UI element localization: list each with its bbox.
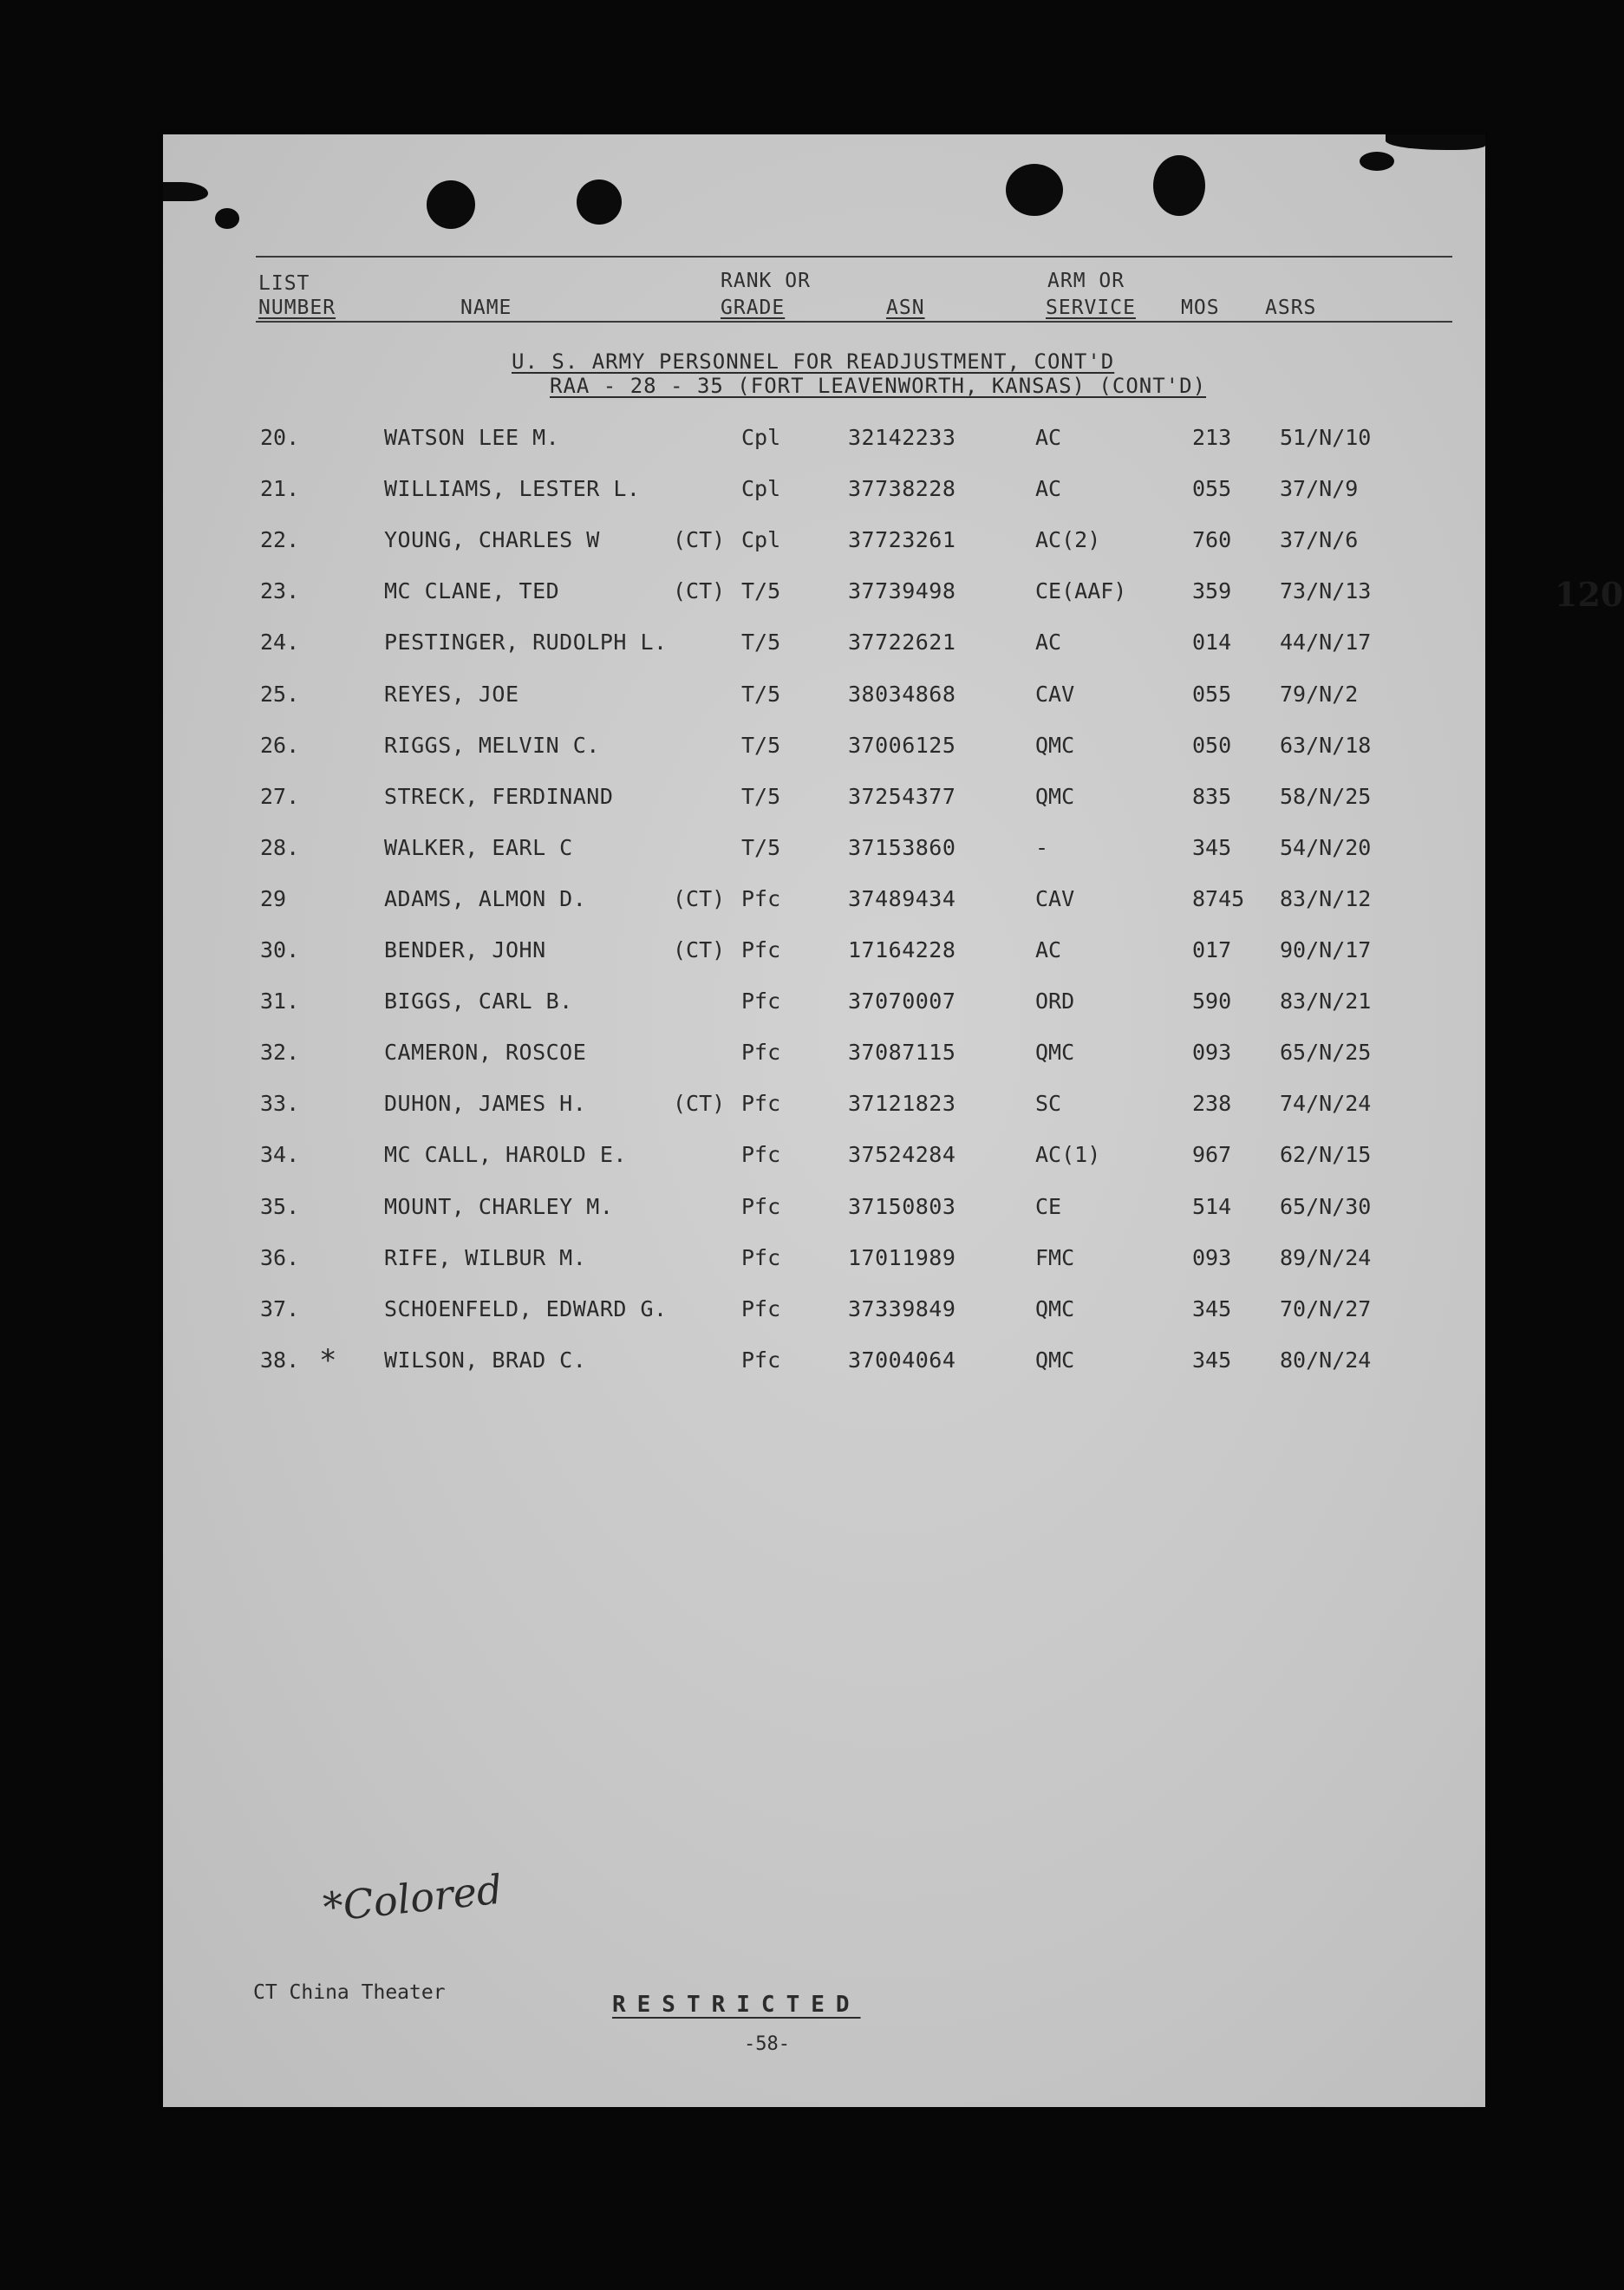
cell-asterisk-mark: * [319,1342,337,1378]
cell-name: BIGGS, CARL B. [384,988,573,1015]
cell-name: WATSON LEE M. [384,425,560,450]
cell-theater-mark: (CT) [673,885,726,911]
cell-mos: 835 [1192,783,1232,809]
cell-rank: Pfc [741,988,781,1015]
cell-asrs: 83/N/12 [1280,885,1372,911]
cell-asn: 37004064 [848,1347,956,1373]
cell-mos: 514 [1192,1193,1232,1219]
punch-hole [427,180,475,229]
table-row [163,728,1485,763]
page-number: -58- [744,2033,790,2055]
cell-list-number: 30. [260,937,300,962]
cell-name: RIFE, WILBUR M. [384,1244,587,1270]
cell-name: PESTINGER, RUDOLPH L. [384,630,668,656]
table-row [163,1138,1485,1172]
table-row [163,523,1485,558]
cell-list-number: 24. [260,630,300,656]
table-row [163,882,1485,917]
cell-name: STRECK, FERDINAND [384,783,614,809]
cell-list-number: 27. [260,783,300,809]
header-arm-label: ARM OR [1047,270,1125,292]
punch-hole [577,179,622,225]
cell-list-number: 31. [260,988,300,1015]
header-number-label: NUMBER [258,297,336,319]
cell-arm-service: QMC [1035,1040,1075,1066]
section-subtitle: RAA - 28 - 35 (FORT LEAVENWORTH, KANSAS) (CONT'D) [550,374,1207,398]
cell-name: WILLIAMS, LESTER L. [384,476,641,502]
cell-rank: Pfc [741,937,781,962]
document-page [163,134,1624,2107]
cell-list-number: 26. [260,732,300,758]
cell-asrs: 65/N/25 [1280,1040,1372,1066]
table-row [163,1343,1485,1378]
table-row [163,984,1485,1019]
table-row [163,677,1485,712]
header-service-label: SERVICE [1046,297,1136,319]
cell-asn: 38034868 [848,681,956,707]
cell-arm-service: CE(AAF) [1035,578,1127,604]
cell-name: MC CALL, HAROLD E. [384,1142,627,1168]
cell-mos: 055 [1192,681,1232,707]
header-asn-label: ASN [886,297,925,319]
cell-arm-service: AC [1035,425,1062,450]
cell-name: REYES, JOE [384,681,519,707]
cell-arm-service: - [1035,834,1049,860]
cell-name: RIGGS, MELVIN C. [384,732,600,758]
footnote: CT China Theater [253,1981,446,2004]
torn-edge [1360,152,1394,171]
cell-asn: 37070007 [848,988,956,1015]
cell-theater-mark: (CT) [673,527,726,553]
cell-mos: 093 [1192,1040,1232,1066]
cell-name: ADAMS, ALMON D. [384,885,587,911]
cell-list-number: 38. [260,1347,300,1373]
table-row [163,421,1485,455]
cell-arm-service: SC [1035,1091,1062,1117]
cell-asn: 37087115 [848,1040,956,1066]
cell-mos: 093 [1192,1244,1232,1270]
cell-rank: Pfc [741,1295,781,1321]
cell-arm-service: QMC [1035,1347,1075,1373]
cell-asn: 17164228 [848,937,956,962]
cell-list-number: 23. [260,578,300,604]
torn-corner [163,182,208,201]
cell-rank: Pfc [741,1347,781,1373]
cell-asrs: 58/N/25 [1280,783,1372,809]
cell-name: DUHON, JAMES H. [384,1091,587,1117]
cell-asrs: 44/N/17 [1280,630,1372,656]
cell-rank: Cpl [741,425,781,450]
header-rank-label: RANK OR [721,270,811,292]
cell-asn: 17011989 [848,1244,956,1270]
cell-mos: 590 [1192,988,1232,1015]
cell-rank: T/5 [741,630,781,656]
torn-edge [215,208,239,229]
table-row [163,1086,1485,1121]
cell-name: YOUNG, CHARLES W [384,527,600,553]
cell-name: CAMERON, ROSCOE [384,1040,587,1066]
cell-rank: Pfc [741,1244,781,1270]
cell-list-number: 22. [260,527,300,553]
cell-list-number: 21. [260,476,300,502]
cell-asrs: 37/N/6 [1280,527,1359,553]
header-bottom-rule [256,321,1452,323]
cell-rank: T/5 [741,578,781,604]
torn-corner [1386,134,1485,150]
cell-name: MC CLANE, TED [384,578,560,604]
cell-asrs: 51/N/10 [1280,425,1372,450]
cell-mos: 345 [1192,834,1232,860]
cell-asn: 37738228 [848,476,956,502]
cell-asn: 37150803 [848,1193,956,1219]
cell-list-number: 35. [260,1193,300,1219]
table-row [163,933,1485,968]
cell-rank: Cpl [741,476,781,502]
cell-asn: 37739498 [848,578,956,604]
table-row [163,625,1485,660]
cell-mos: 050 [1192,732,1232,758]
header-top-rule [256,256,1452,258]
cell-theater-mark: (CT) [673,1091,726,1117]
cell-arm-service: CAV [1035,885,1075,911]
cell-mos: 238 [1192,1091,1232,1117]
cell-rank: Pfc [741,1193,781,1219]
table-row [163,1241,1485,1275]
table-row [163,780,1485,814]
table-row [163,831,1485,865]
cell-arm-service: AC [1035,476,1062,502]
cell-asrs: 63/N/18 [1280,732,1372,758]
table-row [163,1035,1485,1070]
cell-list-number: 34. [260,1142,300,1168]
cell-asrs: 62/N/15 [1280,1142,1372,1168]
cell-asn: 32142233 [848,425,956,450]
cell-mos: 967 [1192,1142,1232,1168]
table-row [163,472,1485,506]
cell-mos: 017 [1192,937,1232,962]
cell-asn: 37723261 [848,527,956,553]
cell-mos: 345 [1192,1295,1232,1321]
cell-mos: 359 [1192,578,1232,604]
cell-mos: 213 [1192,425,1232,450]
cell-asrs: 80/N/24 [1280,1347,1372,1373]
cell-mos: 014 [1192,630,1232,656]
header-grade-label: GRADE [721,297,786,319]
header-asrs-label: ASRS [1265,297,1317,319]
classification-marking: RESTRICTED [612,1992,861,2018]
cell-rank: Pfc [741,1091,781,1117]
cell-list-number: 33. [260,1091,300,1117]
cell-theater-mark: (CT) [673,937,726,962]
cell-rank: Pfc [741,885,781,911]
cell-rank: T/5 [741,783,781,809]
cell-arm-service: AC [1035,630,1062,656]
cell-theater-mark: (CT) [673,578,726,604]
cell-name: MOUNT, CHARLEY M. [384,1193,614,1219]
cell-name: WILSON, BRAD C. [384,1347,587,1373]
cell-mos: 8745 [1192,885,1245,911]
table-row [163,1190,1485,1224]
cell-arm-service: FMC [1035,1244,1075,1270]
cell-list-number: 28. [260,834,300,860]
cell-list-number: 25. [260,681,300,707]
header-name-label: NAME [460,297,512,319]
cell-list-number: 37. [260,1295,300,1321]
cell-mos: 055 [1192,476,1232,502]
cell-arm-service: QMC [1035,783,1075,809]
header-mos-label: MOS [1181,297,1220,319]
cell-asrs: 73/N/13 [1280,578,1372,604]
cell-arm-service: AC(2) [1035,527,1101,553]
cell-rank: Pfc [741,1142,781,1168]
cell-rank: Pfc [741,1040,781,1066]
cell-asrs: 90/N/17 [1280,937,1372,962]
punch-hole [1006,164,1063,216]
cell-asrs: 79/N/2 [1280,681,1359,707]
cell-asrs: 74/N/24 [1280,1091,1372,1117]
cell-rank: T/5 [741,834,781,860]
handwritten-note: *Colored [321,1865,505,1931]
cell-rank: T/5 [741,732,781,758]
cell-mos: 760 [1192,527,1232,553]
cell-arm-service: AC [1035,937,1062,962]
cell-name: BENDER, JOHN [384,937,546,962]
cell-list-number: 32. [260,1040,300,1066]
cell-arm-service: QMC [1035,732,1075,758]
table-row [163,1292,1485,1327]
cell-list-number: 20. [260,425,300,450]
cell-asrs: 65/N/30 [1280,1193,1372,1219]
cell-asrs: 54/N/20 [1280,834,1372,860]
cell-asn: 37524284 [848,1142,956,1168]
cell-arm-service: ORD [1035,988,1075,1015]
cell-asn: 37489434 [848,885,956,911]
cell-arm-service: CE [1035,1193,1062,1219]
cell-arm-service: AC(1) [1035,1142,1101,1168]
cell-asn: 37121823 [848,1091,956,1117]
punch-hole [1153,155,1205,216]
cell-list-number: 36. [260,1244,300,1270]
cell-name: SCHOENFELD, EDWARD G. [384,1295,668,1321]
cell-rank: T/5 [741,681,781,707]
cell-arm-service: QMC [1035,1295,1075,1321]
cell-rank: Cpl [741,527,781,553]
table-row [163,574,1485,609]
cell-asrs: 70/N/27 [1280,1295,1372,1321]
cell-name: WALKER, EARL C [384,834,573,860]
section-title: U. S. ARMY PERSONNEL FOR READJUSTMENT, CONT'D [512,349,1115,374]
cell-list-number: 29 [260,885,287,911]
cell-mos: 345 [1192,1347,1232,1373]
cell-asrs: 37/N/9 [1280,476,1359,502]
cell-arm-service: CAV [1035,681,1075,707]
header-list-label: LIST [258,272,310,295]
cell-asn: 37153860 [848,834,956,860]
cell-asn: 37006125 [848,732,956,758]
cell-asrs: 83/N/21 [1280,988,1372,1015]
margin-stamp-number: 120 [1555,575,1624,614]
cell-asn: 37339849 [848,1295,956,1321]
cell-asrs: 89/N/24 [1280,1244,1372,1270]
cell-asn: 37722621 [848,630,956,656]
cell-asn: 37254377 [848,783,956,809]
